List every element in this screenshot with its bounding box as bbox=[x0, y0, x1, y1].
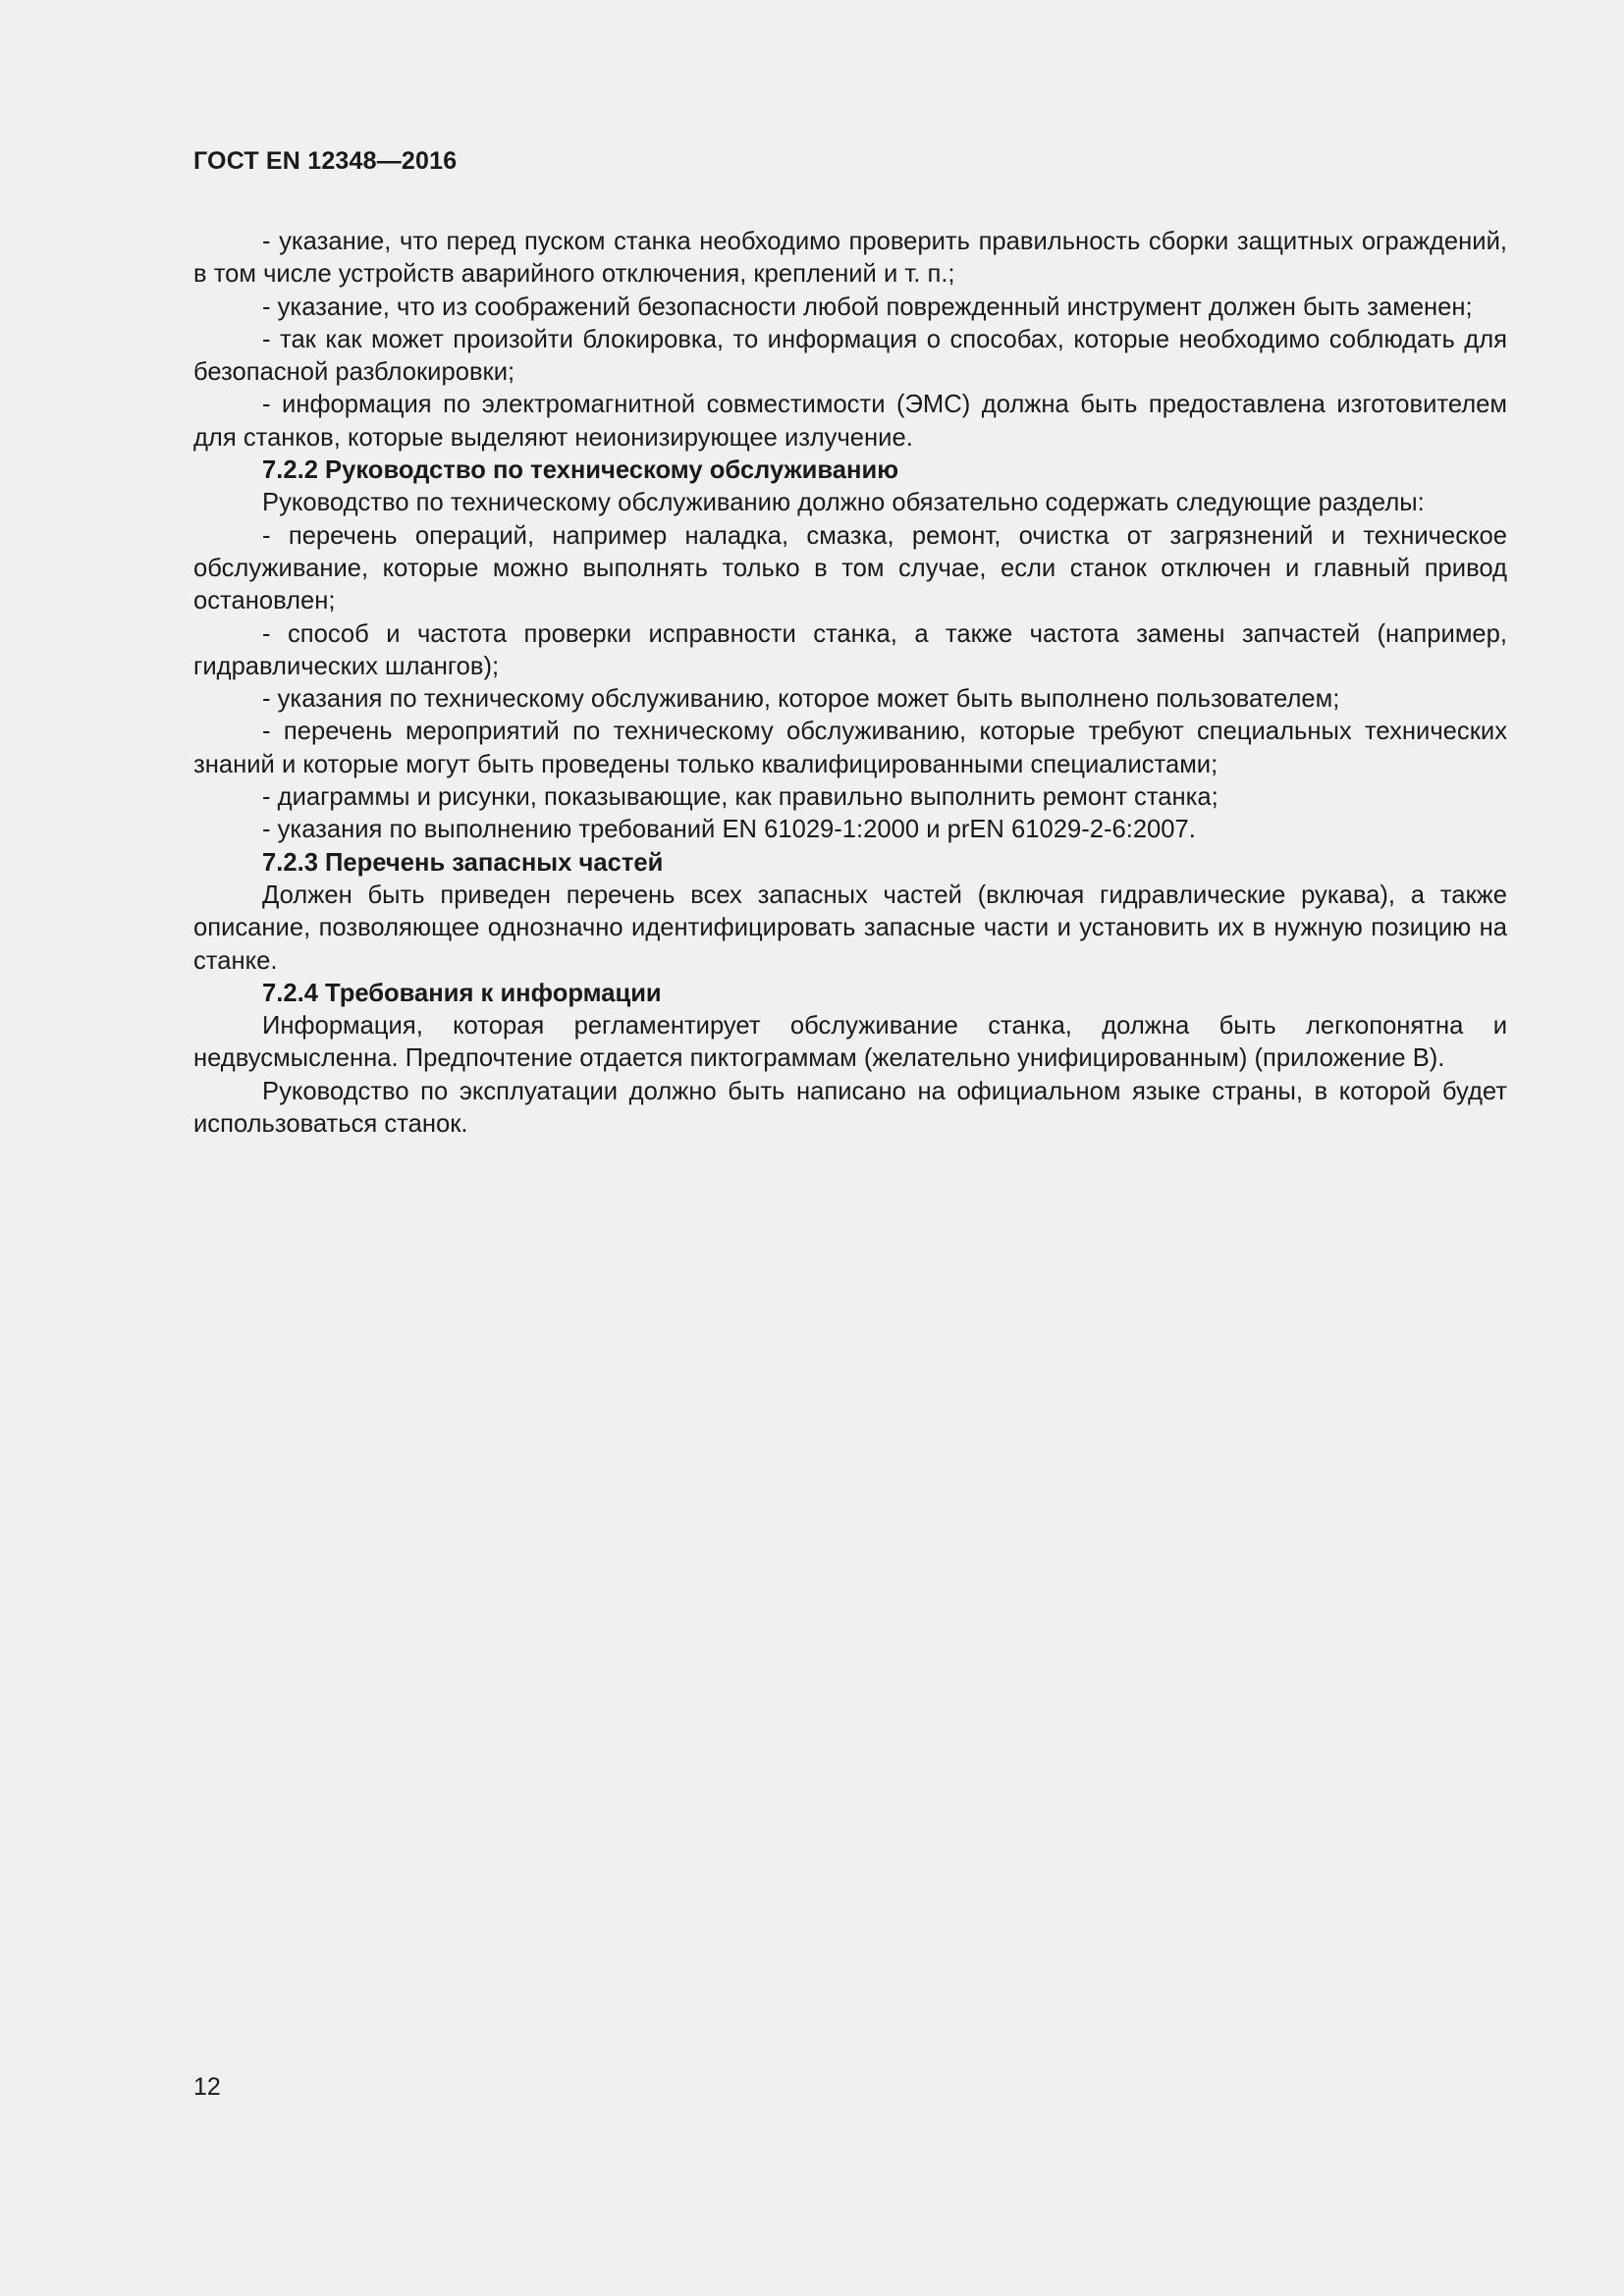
section-heading-7-2-3: 7.2.3 Перечень запасных частей bbox=[262, 848, 664, 877]
page-number: 12 bbox=[193, 2073, 221, 2101]
list-item: - перечень операций, например наладка, смазка, ремонт, очистка от загрязнений и техническое обслуживание, которые можно выполнять только в том случае, если станок отключен и главный привод остановлен; bbox=[193, 521, 1507, 615]
section-intro: Руководство по техническому обслуживанию должно обязательно содержать следующие разделы: bbox=[262, 489, 1425, 517]
list-item: - перечень мероприятий по техническому обслуживанию, которые требуют специальных технических знаний и которые могут быть проведены только квалифицированными специалистами; bbox=[193, 718, 1507, 778]
section-paragraph: Руководство по эксплуатации должно быть написано на официальном языке страны, в которой будет использоваться станок. bbox=[193, 1077, 1507, 1139]
list-item: - указание, что из соображений безопасности любой поврежденный инструмент должен быть заменен; bbox=[262, 293, 1473, 321]
section-heading-7-2-2: 7.2.2 Руководство по техническому обслуживанию bbox=[262, 456, 899, 485]
list-item: - диаграммы и рисунки, показывающие, как правильно выполнить ремонт станка; bbox=[262, 783, 1218, 812]
list-item: - информация по электромагнитной совместимости (ЭМС) должна быть предоставлена изготовителем для станков, которые выделяют неионизирующее излучение. bbox=[193, 391, 1507, 452]
section-paragraph: Информация, которая регламентирует обслуживание станка, должна быть легкопонятна и недвусмысленна. Предпочтение отдается пиктограммам (желательно унифицированным) (приложение В). bbox=[193, 1012, 1507, 1073]
page-content bbox=[193, 226, 1507, 1141]
list-item: - указание, что перед пуском станка необходимо проверить правильность сборки защитных ограждений, в том числе устройств аварийного отключения, креплений и т. п.; bbox=[193, 228, 1507, 289]
section-paragraph: Должен быть приведен перечень всех запасных частей (включая гидравлические рукава), а также описание, позволяющее однозначно идентифицировать запасные части и установить их в нужную позицию на станке. bbox=[193, 881, 1507, 975]
section-heading-7-2-4: 7.2.4 Требования к информации bbox=[262, 979, 662, 1007]
list-item: - указания по выполнению требований EN 61029-1:2000 и prEN 61029-2-6:2007. bbox=[262, 816, 1196, 844]
document-code-header: ГОСТ EN 12348—2016 bbox=[193, 147, 458, 175]
list-item: - так как может произойти блокировка, то информация о способах, которые необходимо соблюдать для безопасной разблокировки; bbox=[193, 325, 1507, 387]
list-item: - способ и частота проверки исправности станка, а также частота замены запчастей (например, гидравлических шлангов); bbox=[193, 619, 1507, 680]
list-item: - указания по техническому обслуживанию, которое может быть выполнено пользователем; bbox=[262, 685, 1340, 714]
